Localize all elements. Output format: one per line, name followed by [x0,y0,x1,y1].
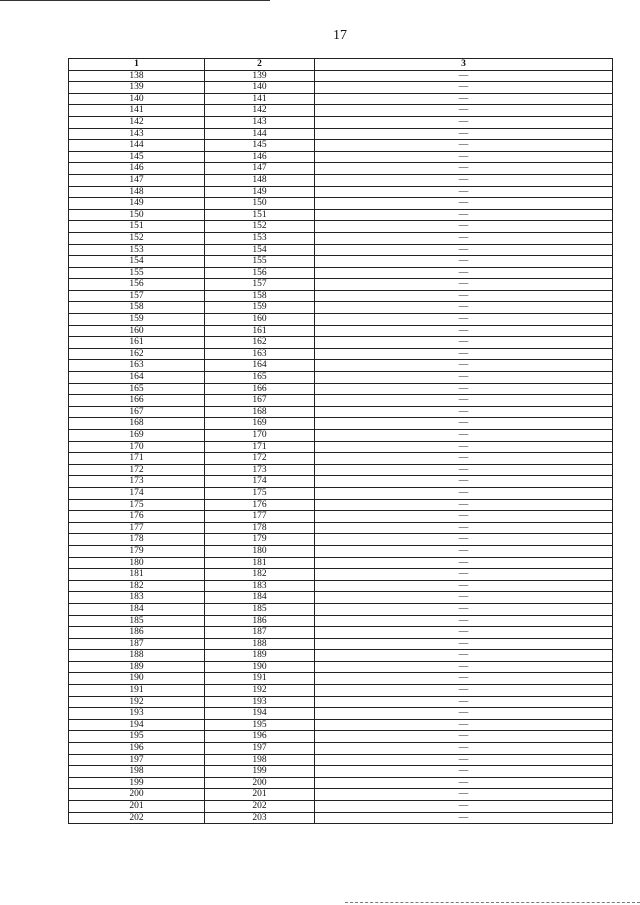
table-row [69,244,613,256]
table-cell-col-1: 185 [69,615,205,627]
table-cell-col-3: — [315,244,613,256]
table-cell-col-2: 160 [205,314,315,326]
table-row [69,406,613,418]
table-cell-col-1: 173 [69,476,205,488]
table-cell-col-1: 161 [69,337,205,349]
table-cell-col-3: — [315,696,613,708]
column-header-3: 3 [315,59,613,71]
table-cell-col-2: 171 [205,441,315,453]
table-cell-col-1: 199 [69,777,205,789]
table-cell-col-3: — [315,441,613,453]
table-cell-col-2: 181 [205,557,315,569]
table-row [69,441,613,453]
table-row [69,615,613,627]
table-cell-col-3: — [315,569,613,581]
table-cell-col-2: 147 [205,163,315,175]
table-row [69,580,613,592]
table-cell-col-3: — [315,487,613,499]
table-cell-col-2: 200 [205,777,315,789]
table-body [69,70,613,824]
table-row [69,476,613,488]
table-row [69,221,613,233]
table-cell-col-2: 151 [205,209,315,221]
table-cell-col-3: — [315,453,613,465]
table-cell-col-2: 203 [205,812,315,824]
table-cell-col-3: — [315,592,613,604]
table-cell-col-1: 139 [69,82,205,94]
table-cell-col-1: 177 [69,522,205,534]
table-row [69,661,613,673]
table-cell-col-2: 198 [205,754,315,766]
table-cell-col-3: — [315,603,613,615]
table-cell-col-2: 143 [205,116,315,128]
table-row [69,430,613,442]
table-row [69,383,613,395]
table-row [69,766,613,778]
table-cell-col-2: 153 [205,232,315,244]
table-row [69,696,613,708]
table-cell-col-1: 170 [69,441,205,453]
table-cell-col-1: 197 [69,754,205,766]
table-cell-col-3: — [315,140,613,152]
table-row [69,801,613,813]
table-cell-col-3: — [315,766,613,778]
table-row [69,812,613,824]
table-cell-col-2: 187 [205,627,315,639]
table-cell-col-2: 179 [205,534,315,546]
table-cell-col-2: 186 [205,615,315,627]
table-cell-col-1: 201 [69,801,205,813]
table-cell-col-2: 183 [205,580,315,592]
table-cell-col-3: — [315,464,613,476]
table-cell-col-1: 156 [69,279,205,291]
table-cell-col-1: 151 [69,221,205,233]
table-row [69,325,613,337]
table-cell-col-1: 178 [69,534,205,546]
table-cell-col-2: 163 [205,348,315,360]
table-row [69,151,613,163]
table-cell-col-2: 201 [205,789,315,801]
table-cell-col-1: 144 [69,140,205,152]
table-row [69,140,613,152]
table-cell-col-3: — [315,476,613,488]
table-cell-col-2: 168 [205,406,315,418]
table-cell-col-3: — [315,754,613,766]
header-row [69,59,613,71]
table-cell-col-1: 198 [69,766,205,778]
table-cell-col-1: 193 [69,708,205,720]
table-row [69,603,613,615]
table-cell-col-3: — [315,522,613,534]
table-cell-col-1: 158 [69,302,205,314]
table-cell-col-1: 138 [69,70,205,82]
table-cell-col-2: 161 [205,325,315,337]
table-cell-col-2: 178 [205,522,315,534]
table-row [69,777,613,789]
table-cell-col-3: — [315,534,613,546]
table-cell-col-1: 145 [69,151,205,163]
table-cell-col-3: — [315,209,613,221]
table-row [69,82,613,94]
table-cell-col-2: 142 [205,105,315,117]
table-cell-col-3: — [315,650,613,662]
table-cell-col-3: — [315,430,613,442]
table-cell-col-1: 191 [69,685,205,697]
table-cell-col-2: 162 [205,337,315,349]
table-cell-col-2: 157 [205,279,315,291]
table-row [69,545,613,557]
table-row [69,650,613,662]
table-cell-col-2: 185 [205,603,315,615]
table-cell-col-1: 179 [69,545,205,557]
table-cell-col-3: — [315,337,613,349]
table-cell-col-1: 194 [69,719,205,731]
table-cell-col-1: 165 [69,383,205,395]
table-cell-col-2: 197 [205,743,315,755]
table-row [69,186,613,198]
table-cell-col-2: 166 [205,383,315,395]
table-cell-col-1: 200 [69,789,205,801]
table-row [69,627,613,639]
table-cell-col-3: — [315,279,613,291]
table-cell-col-2: 182 [205,569,315,581]
table-row [69,302,613,314]
table-cell-col-3: — [315,383,613,395]
table-cell-col-1: 196 [69,743,205,755]
table-cell-col-2: 152 [205,221,315,233]
table-cell-col-2: 170 [205,430,315,442]
table-cell-col-3: — [315,499,613,511]
table-cell-col-1: 155 [69,267,205,279]
table-cell-col-1: 183 [69,592,205,604]
table-cell-col-3: — [315,719,613,731]
table-row [69,232,613,244]
table-cell-col-1: 148 [69,186,205,198]
table-cell-col-3: — [315,348,613,360]
table-cell-col-3: — [315,511,613,523]
table-row [69,487,613,499]
top-rule [0,0,270,1]
table-cell-col-1: 143 [69,128,205,140]
table-cell-col-3: — [315,186,613,198]
table-row [69,256,613,268]
table-cell-col-1: 149 [69,198,205,210]
table-cell-col-3: — [315,116,613,128]
table-cell-col-2: 191 [205,673,315,685]
table-cell-col-1: 150 [69,209,205,221]
table-cell-col-1: 162 [69,348,205,360]
table-row [69,372,613,384]
table-cell-col-3: — [315,70,613,82]
table-cell-col-1: 159 [69,314,205,326]
table-row [69,569,613,581]
table-cell-col-2: 189 [205,650,315,662]
column-header-1: 1 [69,59,205,71]
table-cell-col-2: 156 [205,267,315,279]
table-row [69,511,613,523]
table-row [69,360,613,372]
table-cell-col-1: 166 [69,395,205,407]
table-cell-col-2: 150 [205,198,315,210]
table-cell-col-3: — [315,406,613,418]
table-cell-col-1: 188 [69,650,205,662]
table-cell-col-3: — [315,395,613,407]
table-cell-col-3: — [315,673,613,685]
table-cell-col-1: 189 [69,661,205,673]
table-cell-col-2: 167 [205,395,315,407]
table-cell-col-3: — [315,232,613,244]
table-row [69,754,613,766]
table-cell-col-1: 152 [69,232,205,244]
table-cell-col-3: — [315,812,613,824]
page-number: 17 [333,28,347,43]
table-cell-col-3: — [315,801,613,813]
table-row [69,453,613,465]
table-row [69,290,613,302]
table-cell-col-1: 147 [69,174,205,186]
table-cell-col-2: 184 [205,592,315,604]
table-row [69,731,613,743]
table-cell-col-2: 144 [205,128,315,140]
table-cell-col-2: 175 [205,487,315,499]
table-cell-col-1: 192 [69,696,205,708]
table-row [69,638,613,650]
table-cell-col-3: — [315,128,613,140]
table-row [69,267,613,279]
table-cell-col-1: 167 [69,406,205,418]
table-row [69,418,613,430]
data-table [68,58,613,824]
table-cell-col-3: — [315,302,613,314]
table-cell-col-3: — [315,372,613,384]
table-cell-col-3: — [315,731,613,743]
table-row [69,557,613,569]
table-cell-col-2: 193 [205,696,315,708]
table-cell-col-1: 146 [69,163,205,175]
table-cell-col-2: 164 [205,360,315,372]
table-header [69,59,613,71]
table-cell-col-1: 160 [69,325,205,337]
table-cell-col-3: — [315,93,613,105]
table-cell-col-3: — [315,708,613,720]
table-cell-col-1: 182 [69,580,205,592]
table-row [69,708,613,720]
table-cell-col-2: 180 [205,545,315,557]
table-cell-col-1: 176 [69,511,205,523]
column-header-2: 2 [205,59,315,71]
table-cell-col-1: 195 [69,731,205,743]
table-cell-col-1: 186 [69,627,205,639]
table-cell-col-3: — [315,163,613,175]
table-cell-col-1: 142 [69,116,205,128]
table-cell-col-2: 148 [205,174,315,186]
table-cell-col-3: — [315,105,613,117]
table-cell-col-3: — [315,221,613,233]
table-cell-col-2: 140 [205,82,315,94]
table-cell-col-3: — [315,267,613,279]
table-row [69,314,613,326]
table-cell-col-1: 202 [69,812,205,824]
table-cell-col-2: 199 [205,766,315,778]
table-cell-col-1: 174 [69,487,205,499]
table-cell-col-2: 169 [205,418,315,430]
table-cell-col-2: 173 [205,464,315,476]
table-cell-col-2: 141 [205,93,315,105]
table-cell-col-3: — [315,360,613,372]
table-row [69,719,613,731]
table-cell-col-3: — [315,661,613,673]
table-cell-col-1: 153 [69,244,205,256]
table-row [69,522,613,534]
table-cell-col-3: — [315,174,613,186]
table-row [69,174,613,186]
table-cell-col-1: 184 [69,603,205,615]
table-cell-col-2: 154 [205,244,315,256]
table-cell-col-2: 188 [205,638,315,650]
table-cell-col-2: 190 [205,661,315,673]
table-cell-col-1: 164 [69,372,205,384]
table-row [69,209,613,221]
table-row [69,116,613,128]
table-row [69,395,613,407]
table-row [69,105,613,117]
table-cell-col-1: 175 [69,499,205,511]
table-cell-col-2: 202 [205,801,315,813]
table-row [69,743,613,755]
table-cell-col-1: 190 [69,673,205,685]
table-cell-col-3: — [315,418,613,430]
table-row [69,592,613,604]
table-row [69,673,613,685]
table-cell-col-2: 155 [205,256,315,268]
table-row [69,789,613,801]
table-cell-col-1: 180 [69,557,205,569]
table-row [69,128,613,140]
table-row [69,348,613,360]
table-cell-col-3: — [315,580,613,592]
table-cell-col-2: 177 [205,511,315,523]
table-cell-col-3: — [315,314,613,326]
table-cell-col-3: — [315,789,613,801]
table-cell-col-1: 172 [69,464,205,476]
table-cell-col-1: 187 [69,638,205,650]
table-cell-col-3: — [315,777,613,789]
table-cell-col-3: — [315,638,613,650]
table-row [69,337,613,349]
table-cell-col-2: 139 [205,70,315,82]
table-cell-col-1: 168 [69,418,205,430]
table-cell-col-3: — [315,151,613,163]
table-cell-col-1: 141 [69,105,205,117]
table-row [69,464,613,476]
table-row [69,685,613,697]
table-cell-col-2: 165 [205,372,315,384]
table-cell-col-3: — [315,325,613,337]
table-cell-col-3: — [315,627,613,639]
table-cell-col-1: 157 [69,290,205,302]
table-cell-col-2: 145 [205,140,315,152]
table-cell-col-3: — [315,615,613,627]
table-row [69,279,613,291]
table-cell-col-3: — [315,557,613,569]
table-cell-col-2: 195 [205,719,315,731]
table-cell-col-1: 154 [69,256,205,268]
table-row [69,198,613,210]
table-cell-col-2: 149 [205,186,315,198]
table-row [69,93,613,105]
table-cell-col-2: 196 [205,731,315,743]
table-cell-col-2: 159 [205,302,315,314]
table-row [69,163,613,175]
table-cell-col-2: 192 [205,685,315,697]
table-cell-col-3: — [315,545,613,557]
table-row [69,499,613,511]
table-cell-col-3: — [315,82,613,94]
table-cell-col-2: 158 [205,290,315,302]
table-cell-col-3: — [315,198,613,210]
table-cell-col-2: 174 [205,476,315,488]
table-row [69,70,613,82]
table-cell-col-2: 194 [205,708,315,720]
table-cell-col-1: 181 [69,569,205,581]
table-cell-col-2: 146 [205,151,315,163]
table-cell-col-1: 169 [69,430,205,442]
table-cell-col-3: — [315,743,613,755]
table-row [69,534,613,546]
table-cell-col-2: 172 [205,453,315,465]
table-cell-col-3: — [315,256,613,268]
table-cell-col-2: 176 [205,499,315,511]
table-cell-col-1: 163 [69,360,205,372]
table-cell-col-3: — [315,685,613,697]
table-cell-col-1: 171 [69,453,205,465]
bottom-rule [345,902,640,904]
table-cell-col-1: 140 [69,93,205,105]
table-cell-col-3: — [315,290,613,302]
